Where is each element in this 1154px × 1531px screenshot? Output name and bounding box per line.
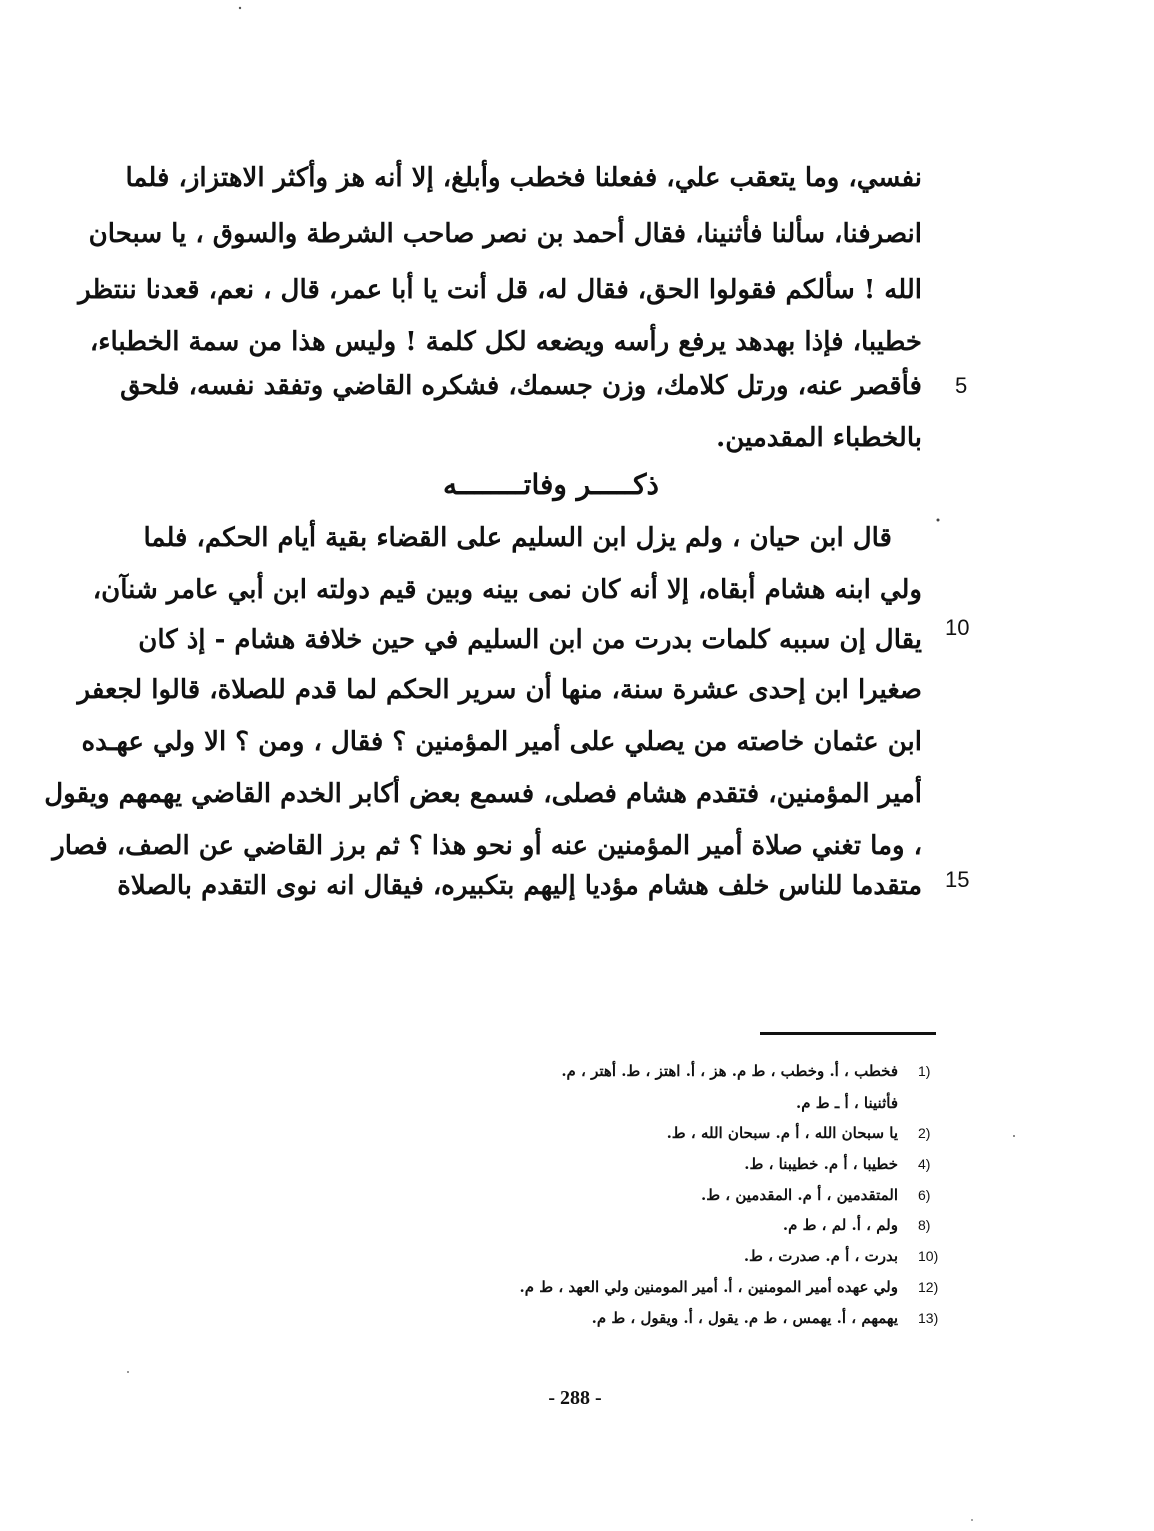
body-line: يقال إن سببه كلمات بدرت من ابن السليم في حين خلافة هشام - إذ كان [138,625,922,655]
footnote-number: 4) [918,1156,931,1172]
footnote-number: 6) [918,1187,931,1203]
line-number: 15 [945,867,970,892]
body-line: ، وما تغني صلاة أمير المؤمنين عنه أو نحو هذا ؟ ثم برز القاضي عن الصف، فصار [52,831,922,861]
footnote-number: 8) [918,1217,931,1233]
body-line: متقدما للناس خلف هشام مؤديا إليهم بتكبيره، فيقال انه نوى التقدم بالصلاة [117,871,922,901]
body-line: فأقصر عنه، ورتل كلامك، وزن جسمك، فشكره القاضي وتفقد نفسه، فلحق [120,371,922,401]
body-line: خطيبا، فإذا بهدهد يرفع رأسه ويضعه لكل كلمة ! وليس هذا من سمة الخطباء، [89,327,922,357]
footnote-text: ولي عهده أمير المومنين ، أ. أمير المومنين ولي العهد ، ط م. [519,1278,898,1296]
body-line: نفسي، وما يتعقب علي، ففعلنا فخطب وأبلغ، إلا أنه هز وأكثر الاهتزاز، فلما [125,163,922,193]
line-number: 10 [945,615,970,640]
footnote-text: خطيبا ، أ م. خطيبنا ، ط. [744,1155,898,1173]
footnote-text: فأثنينا ، أ ـ ط م. [796,1094,898,1112]
section-heading: ذكـــــر وفاتــــــــه [443,468,659,501]
footnote-number: 10) [918,1248,939,1264]
line-number: 5 [955,373,968,398]
footnote-text: المتقدمين ، أ م. المقدمين ، ط. [700,1186,898,1204]
footnote-text: فخطب ، أ. وخطب ، ط م. هز ، أ. اهتز ، ط. أهتر ، م. [561,1062,898,1080]
footnote-rule [760,1032,936,1035]
footnote-number: 2) [918,1125,931,1141]
page-number: - 288 - [548,1387,602,1409]
footnote-number: 12) [918,1279,939,1295]
body-line: الله ! سألكم فقولوا الحق، فقال له، قل أنت يا أبا عمر، قال ، نعم، قعدنا ننتظر [78,275,922,305]
footnote-text: يهمهم ، أ. يهمس ، ط م. يقول ، أ. ويقول ، ط م. [591,1309,898,1327]
body-line: انصرفنا، سألنا فأثنينا، فقال أحمد بن نصر صاحب الشرطة والسوق ، يا سبحان [88,219,922,249]
footnote-text: يا سبحان الله ، أ م. سبحان الله ، ط. [666,1124,898,1142]
body-line: صغيرا ابن إحدى عشرة سنة، منها أن سرير الحكم لما قدم للصلاة، قالوا لجعفر [77,675,922,705]
footnote-text: ولم ، أ. لم ، ط م. [782,1216,898,1234]
body-line: أمير المؤمنين، فتقدم هشام فصلى، فسمع بعض أكابر الخدم القاضي يهمهم ويقول [44,779,922,809]
body-line: ابن عثمان خاصته من يصلي على أمير المؤمنين ؟ فقال ، ومن ؟ الا ولي عهـده [81,727,922,757]
body-line: قال ابن حيان ، ولم يزل ابن السليم على القضاء بقية أيام الحكم، فلما [143,523,892,553]
footnote-text: بدرت ، أ م. صدرت ، ط. [743,1247,898,1265]
footnote-number: 13) [918,1310,939,1326]
body-line: ولي ابنه هشام أبقاه، إلا أنه كان نمى بينه وبين قيم دولته ابن أبي عامر شنآن، [92,575,922,605]
footnote-number: 1) [918,1063,931,1079]
body-line: بالخطباء المقدمين. [716,423,922,453]
